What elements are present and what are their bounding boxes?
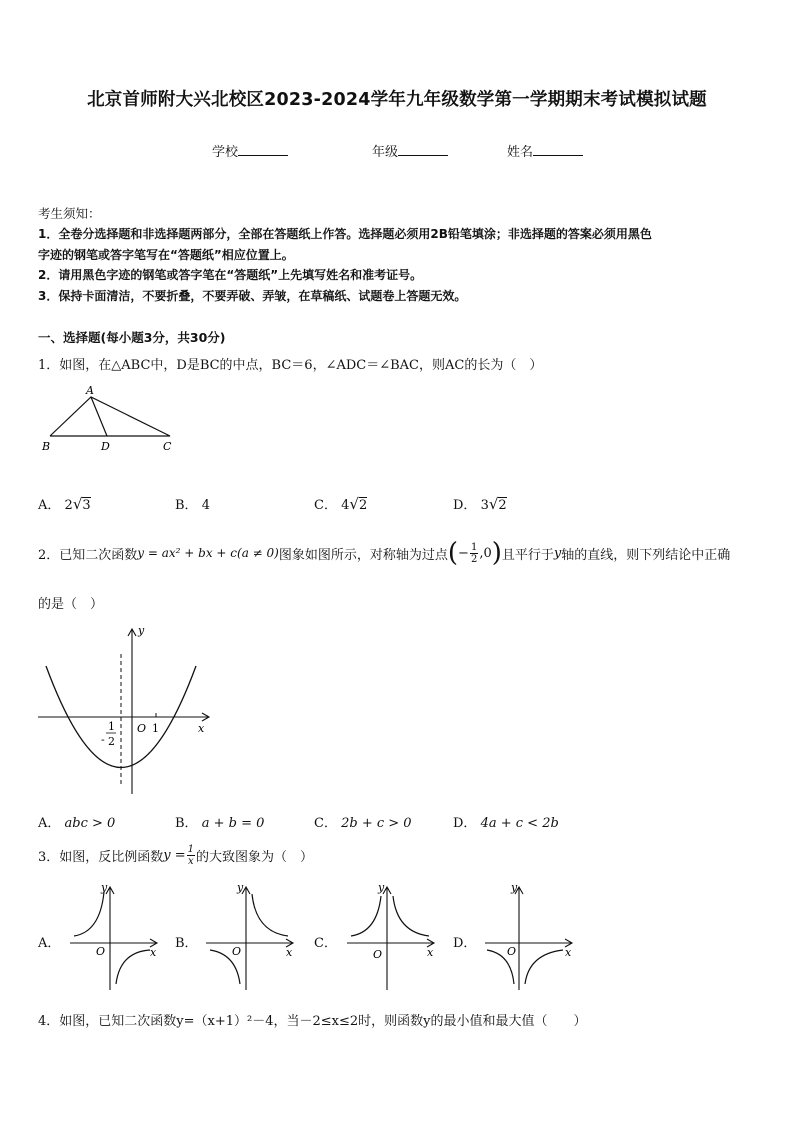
svg-text:x: x xyxy=(427,946,434,959)
q1-triangle-figure xyxy=(38,382,188,474)
q3-fraction: $\frac{1}{x}$ xyxy=(187,844,195,867)
notice-item-2: 2．请用黑色字迹的钢笔或答字笔在“答题纸”上先填写姓名和准考证号。 xyxy=(38,268,423,282)
q2-parabola-figure xyxy=(36,624,216,796)
label-y: y xyxy=(138,624,145,637)
notice-item-1: 1．全卷分选择题和非选择题两部分，全部在答题纸上作答。选择题必须用2B铅笔填涂；非选择题的答案必须用黑色 xyxy=(38,227,652,241)
svg-text:y: y xyxy=(511,881,518,894)
svg-text:O: O xyxy=(96,945,106,958)
q4-stem: 4．如图，已知二次函数y=（x+1）²－4，当－2≤x≤2时，则函数y的最小值和最大值（ ） xyxy=(38,1014,587,1029)
label-one: 1 xyxy=(152,722,159,735)
q3-c-branch-right xyxy=(393,896,429,936)
triangle-abc xyxy=(50,397,170,436)
q3-a-branch-left xyxy=(74,892,104,936)
q2-option-a: A． abc > 0 xyxy=(38,816,116,831)
name-label: 姓名 xyxy=(507,145,534,160)
svg-text:y: y xyxy=(237,881,244,894)
q1-option-c: C． 4√2 xyxy=(314,495,368,513)
svg-text:x: x xyxy=(286,946,293,959)
q2-stem: 2．已知二次函数 y = ax² + bx + c(a ≠ 0) 图象如图所示，对称轴为过点 ( − $\frac{1}{2}$ ,0 ) 且平行于 y 轴的直线，则下列结论中正确 xyxy=(38,538,731,568)
q1-option-d: D． 3√2 xyxy=(453,495,507,513)
label-half-den: 2 xyxy=(108,735,115,748)
q3-graph-b xyxy=(204,880,298,992)
label-d: D xyxy=(101,440,110,453)
q2-option-b: B． a + b = 0 xyxy=(175,816,265,831)
q3-a-branch-right xyxy=(116,950,150,984)
q3-c-branch-left xyxy=(351,896,381,936)
q3-d-branch-right xyxy=(525,950,563,984)
section-heading: 一、选择题(每小题3分，共30分) xyxy=(38,330,226,345)
page-title: 北京首师附大兴北校区2023-2024学年九年级数学第一学期期末考试模拟试题 xyxy=(87,90,707,110)
svg-text:y: y xyxy=(101,881,108,894)
q2-stem-line2: 的是（ ） xyxy=(38,597,104,612)
school-field xyxy=(212,141,288,160)
grade-label: 年级 xyxy=(372,145,399,160)
svg-text:O: O xyxy=(373,948,383,961)
q1-stem: 1．如图，在△ABC中，D是BC的中点，BC＝6，∠ADC＝∠BAC，则AC的长为（ ） xyxy=(38,358,543,373)
grade-field xyxy=(372,141,448,160)
label-o: O xyxy=(137,722,147,735)
q2-option-c: C． 2b + c > 0 xyxy=(314,816,412,831)
name-blank xyxy=(533,143,583,156)
q3-graph-a xyxy=(68,880,162,992)
q3-graph-c xyxy=(345,880,439,992)
q2-point-fraction: $\frac{1}{2}$ xyxy=(470,541,478,565)
q3-graph-d xyxy=(483,880,577,992)
q3-option-d-label: D． xyxy=(453,936,477,951)
svg-text:x: x xyxy=(565,946,572,959)
grade-blank xyxy=(398,143,448,156)
label-neg: - xyxy=(101,733,105,746)
q2-option-d: D． 4a + c < 2b xyxy=(453,816,559,831)
svg-text:y: y xyxy=(378,881,385,894)
q3-option-a-label: A． xyxy=(38,936,61,951)
svg-text:x: x xyxy=(150,946,157,959)
svg-text:O: O xyxy=(232,945,242,958)
label-c: C xyxy=(163,440,172,453)
q1-option-a: A． 2√3 xyxy=(38,495,91,513)
q3-stem: 3．如图，反比例函数 y = $\frac{1}{x}$ 的大致图象为（ ） xyxy=(38,844,314,867)
q1-option-b: B． 4 xyxy=(175,498,210,513)
svg-text:O: O xyxy=(507,945,517,958)
q2-formula: y = ax² + bx + c(a ≠ 0) xyxy=(137,546,279,560)
label-x: x xyxy=(198,722,205,735)
q3-option-c-label: C． xyxy=(314,936,337,951)
school-blank xyxy=(238,143,288,156)
notice-heading: 考生须知： xyxy=(38,206,101,221)
label-a: A xyxy=(86,384,94,397)
segment-ad xyxy=(91,397,107,436)
name-field xyxy=(507,141,583,160)
notice-item-3: 3．保持卡面清洁，不要折叠，不要弄破、弄皱，在草稿纸、试题卷上答题无效。 xyxy=(38,289,467,303)
label-b: B xyxy=(42,440,51,453)
q3-b-branch-right xyxy=(252,894,288,936)
label-half-num: 1 xyxy=(108,720,115,733)
school-label: 学校 xyxy=(212,145,239,160)
q3-option-b-label: B． xyxy=(175,936,198,951)
notice-item-1-cont: 字迹的钢笔或答字笔写在“答题纸”相应位置上。 xyxy=(38,248,294,262)
